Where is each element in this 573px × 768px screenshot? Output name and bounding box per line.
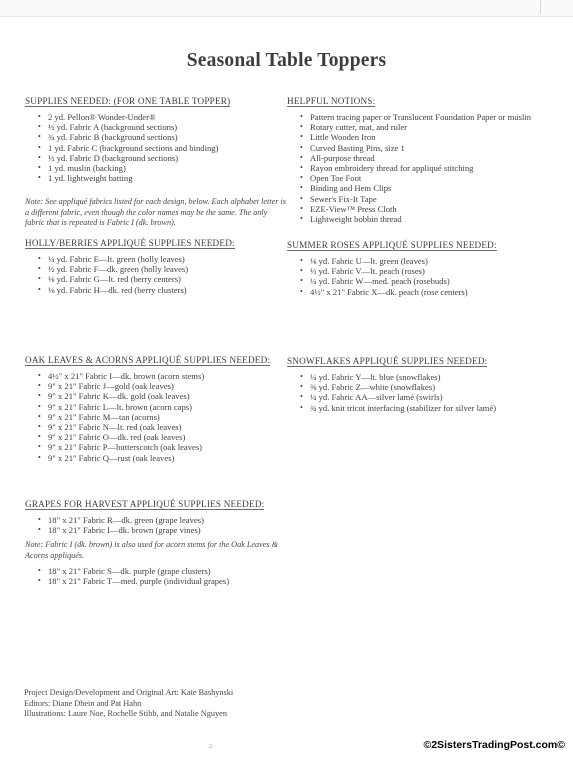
- supplies-heading: SUPPLIES NEEDED: (FOR ONE TABLE TOPPER): [25, 96, 231, 106]
- list-item: • ⅓ yd. Fabric V—lt. peach (roses): [287, 266, 549, 276]
- page-top-edge: [0, 0, 573, 17]
- list-item: • 1 yd. lightweight batting: [25, 173, 287, 183]
- list-item: • 18" x 21" Fabric I—dk. brown (grape vines): [25, 525, 287, 535]
- list-item: • ¼ yd. Fabric E—lt. green (holly leaves): [25, 254, 287, 264]
- supplies-list: [25, 112, 287, 183]
- list-item: • 18" x 21" Fabric T—med. purple (individual grapes): [25, 576, 287, 586]
- list-item: • EZE-View™ Press Cloth: [287, 204, 549, 214]
- snowflakes-list: [287, 372, 549, 413]
- list-item: • All-purpose thread: [287, 153, 549, 163]
- summer-roses-section: [287, 235, 549, 297]
- list-item: • 9" x 21" Fabric J—gold (oak leaves): [25, 381, 287, 391]
- list-item: • ⅜ yd. Fabric Z—white (snowflakes): [287, 382, 549, 392]
- list-item: • Open Toe Foot: [287, 173, 549, 183]
- list-item: • ¾ yd. knit tricot interfacing (stabilizer for silver lamé): [287, 403, 549, 413]
- list-item: • 1 yd. Fabric C (background sections and binding): [25, 143, 287, 153]
- list-item: • 18" x 21" Fabric S—dk. purple (grape clusters): [25, 566, 287, 576]
- list-item: • 9" x 21" Fabric K—dk. gold (oak leaves): [25, 391, 287, 401]
- holly-berries-list: [25, 254, 287, 295]
- list-item: • Binding and Hem Clips: [287, 183, 549, 193]
- grapes-harvest-list: [25, 515, 287, 535]
- helpful-notions-section: [287, 91, 549, 224]
- list-item: • 9" x 21" Fabric M—tan (acorns): [25, 412, 287, 422]
- list-item: • ¼ yd. Fabric AA—silver lamé (swirls): [287, 392, 549, 402]
- list-item: • ¼ yd. Fabric Y—lt. blue (snowflakes): [287, 372, 549, 382]
- helpful-notions-heading: HELPFUL NOTIONS:: [287, 96, 376, 106]
- list-item: • Little Wooden Iron: [287, 132, 549, 142]
- helpful-notions-list: [287, 112, 549, 224]
- list-item: • ¾ yd. Fabric B (background sections): [25, 132, 287, 142]
- grapes-harvest-list-2: [25, 566, 287, 586]
- list-item: • Rayon embroidery thread for appliqué stitching: [287, 163, 549, 173]
- list-item: • Lightweight bobbin thread: [287, 214, 549, 224]
- list-item: • ⅛ yd. Fabric G—lt. red (berry centers): [25, 274, 287, 284]
- credits-illustrations: Illustrations: Laure Noe, Rochelle Stibb, and Natalie Nguyen: [24, 709, 227, 719]
- supplies-note: Note: See appliqué fabrics listed for each design, below. Each alphabet letter is a different fabric, even though the color names may be the same. The only fabric that is repeated is Fabric I (dk. brown).: [25, 197, 286, 228]
- list-item: • 1 yd. muslin (backing): [25, 163, 287, 173]
- list-item: • 4½" x 21" Fabric X—dk. peach (rose centers): [287, 287, 549, 297]
- snowflakes-section: [287, 351, 549, 413]
- credits-block: [24, 688, 233, 720]
- grapes-harvest-heading: GRAPES FOR HARVEST APPLIQUÉ SUPPLIES NEEDED:: [25, 499, 265, 509]
- summer-roses-heading: SUMMER ROSES APPLIQUÉ SUPPLIES NEEDED:: [287, 240, 497, 250]
- list-item: • 9" x 21" Fabric Q—rust (oak leaves): [25, 453, 287, 463]
- list-item: • 4½" x 21" Fabric I—dk. brown (acorn stems): [25, 371, 287, 381]
- page-corner-mark: [540, 0, 553, 14]
- list-item: • 9" x 21" Fabric L—lt. brown (acorn caps): [25, 402, 287, 412]
- list-item: • ½ yd. Fabric D (background sections): [25, 153, 287, 163]
- list-item: • ⅛ yd. Fabric H—dk. red (berry clusters): [25, 285, 287, 295]
- list-item: • ¼ yd. Fabric W—med. peach (rosebuds): [287, 276, 549, 286]
- grapes-harvest-section: [25, 494, 287, 586]
- summer-roses-list: [287, 256, 549, 297]
- list-item: • Sewer's Fix-It Tape: [287, 194, 549, 204]
- watermark-text: ©2SistersTradingPost.com©: [423, 739, 565, 751]
- oak-leaves-acorns-heading: OAK LEAVES & ACORNS APPLIQUÉ SUPPLIES NEEDED:: [25, 355, 271, 365]
- list-item: • 9" x 21" Fabric N—lt. red (oak leaves): [25, 422, 287, 432]
- credits-editors: Editors: Diane Dhein and Pat Hahn: [24, 698, 142, 708]
- oak-leaves-acorns-list: [25, 371, 287, 463]
- list-item: • Pattern tracing paper or Translucent Foundation Paper or muslin: [287, 112, 549, 122]
- credits-design: Project Design/Development and Original Art: Kate Bashynski: [24, 688, 234, 697]
- supplies-section: [25, 91, 287, 228]
- list-item: • ⅛ yd. Fabric U—lt. green (leaves): [287, 256, 549, 266]
- oak-leaves-acorns-section: [25, 350, 287, 463]
- list-item: • 9" x 21" Fabric O—dk. red (oak leaves): [25, 432, 287, 442]
- list-item: • ½ yd. Fabric F—dk. green (holly leaves): [25, 264, 287, 274]
- page-number: 2: [209, 744, 212, 750]
- snowflakes-heading: SNOWFLAKES APPLIQUÉ SUPPLIES NEEDED:: [287, 356, 488, 366]
- list-item: • 18" x 21" Fabric R—dk. green (grape leaves): [25, 515, 287, 525]
- grapes-note: Note: Fabric I (dk. brown) is also used for acorn stems for the Oak Leaves & Acorns appliqués.: [25, 540, 279, 560]
- list-item: • Rotary cutter, mat, and ruler: [287, 122, 549, 132]
- list-item: • 2 yd. Pellon® Wonder-Under®: [25, 112, 287, 122]
- list-item: • Curved Basting Pins, size 1: [287, 143, 549, 153]
- holly-berries-section: [25, 233, 287, 295]
- list-item: • 9" x 21" Fabric P—butterscotch (oak leaves): [25, 442, 287, 452]
- page-title: Seasonal Table Toppers: [186, 50, 387, 71]
- holly-berries-heading: HOLLY/BERRIES APPLIQUÉ SUPPLIES NEEDED:: [25, 238, 235, 248]
- list-item: • ½ yd. Fabric A (background sections): [25, 122, 287, 132]
